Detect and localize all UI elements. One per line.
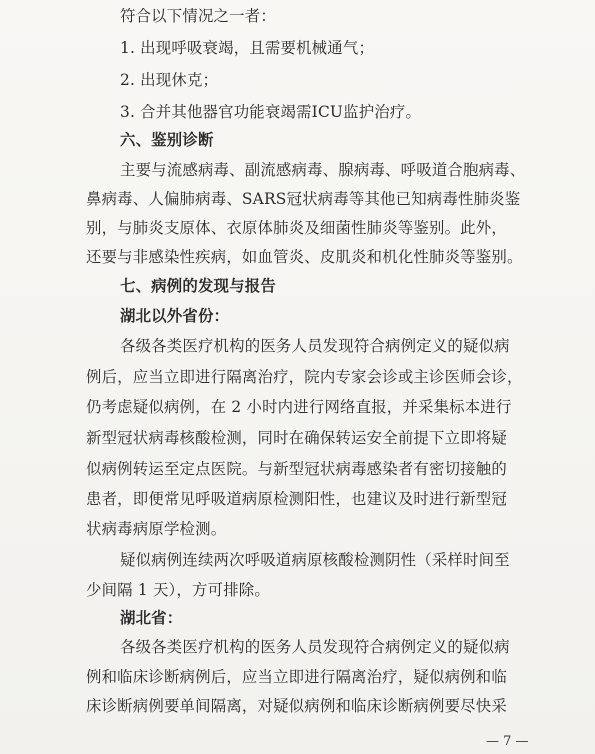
page-number: — 7 — bbox=[486, 734, 529, 749]
text-line: 还要与非感染性疾病，如血管炎、皮肌炎和机化性肺炎等鉴别。 bbox=[86, 248, 523, 266]
text-line: 别，与肺炎支原体、衣原体肺炎及细菌性肺炎等鉴别。此外， bbox=[86, 219, 507, 237]
text-line: 3. 合并其他器官功能衰竭需ICU监护治疗。 bbox=[120, 103, 422, 121]
text-line: 床诊断病例要单间隔离，对疑似病例和临床诊断病例要尽快采 bbox=[86, 697, 507, 715]
text-line: 疑似病例连续两次呼吸道病原核酸检测阴性（采样时间至 bbox=[120, 551, 510, 569]
text-line: 2. 出现休克； bbox=[120, 71, 219, 89]
text-line: 状病毒病原学检测。 bbox=[86, 520, 227, 538]
text-line: 例和临床诊断病例后，应当立即进行隔离治疗，疑似病例和临 bbox=[86, 668, 507, 686]
text-line: 似病例转运至定点医院。与新型冠状病毒感染者有密切接触的 bbox=[86, 460, 507, 478]
text-line: 少间隔 1 天），方可排除。 bbox=[86, 581, 270, 599]
text-line: 鼻病毒、人偏肺病毒、SARS冠状病毒等其他已知病毒性肺炎鉴 bbox=[86, 190, 521, 208]
subsection-heading: 湖北以外省份： bbox=[120, 307, 230, 325]
text-line: 主要与流感病毒、副流感病毒、腺病毒、呼吸道合胞病毒、 bbox=[120, 161, 526, 179]
text-line: 仍考虑疑似病例，在 2 小时内进行网络直报，并采集标本进行 bbox=[86, 398, 512, 416]
text-line: 1. 出现呼吸衰竭，且需要机械通气； bbox=[120, 39, 375, 57]
text-line: 各级各类医疗机构的医务人员发现符合病例定义的疑似病 bbox=[120, 337, 510, 355]
text-line: 患者，即便常见呼吸道病原检测阳性，也建议及时进行新型冠 bbox=[86, 490, 507, 508]
text-line: 例后，应当立即进行隔离治疗，院内专家会诊或主诊医师会诊， bbox=[86, 368, 523, 386]
section-heading: 六、鉴别诊断 bbox=[120, 131, 214, 149]
text-line: 新型冠状病毒核酸检测，同时在确保转运安全前提下立即将疑 bbox=[86, 429, 507, 447]
text-line: 符合以下情况之一者： bbox=[120, 7, 276, 25]
text-line: 各级各类医疗机构的医务人员发现符合病例定义的疑似病 bbox=[120, 638, 510, 656]
section-heading: 七、病例的发现与报告 bbox=[120, 277, 276, 295]
subsection-heading: 湖北省： bbox=[120, 609, 183, 627]
